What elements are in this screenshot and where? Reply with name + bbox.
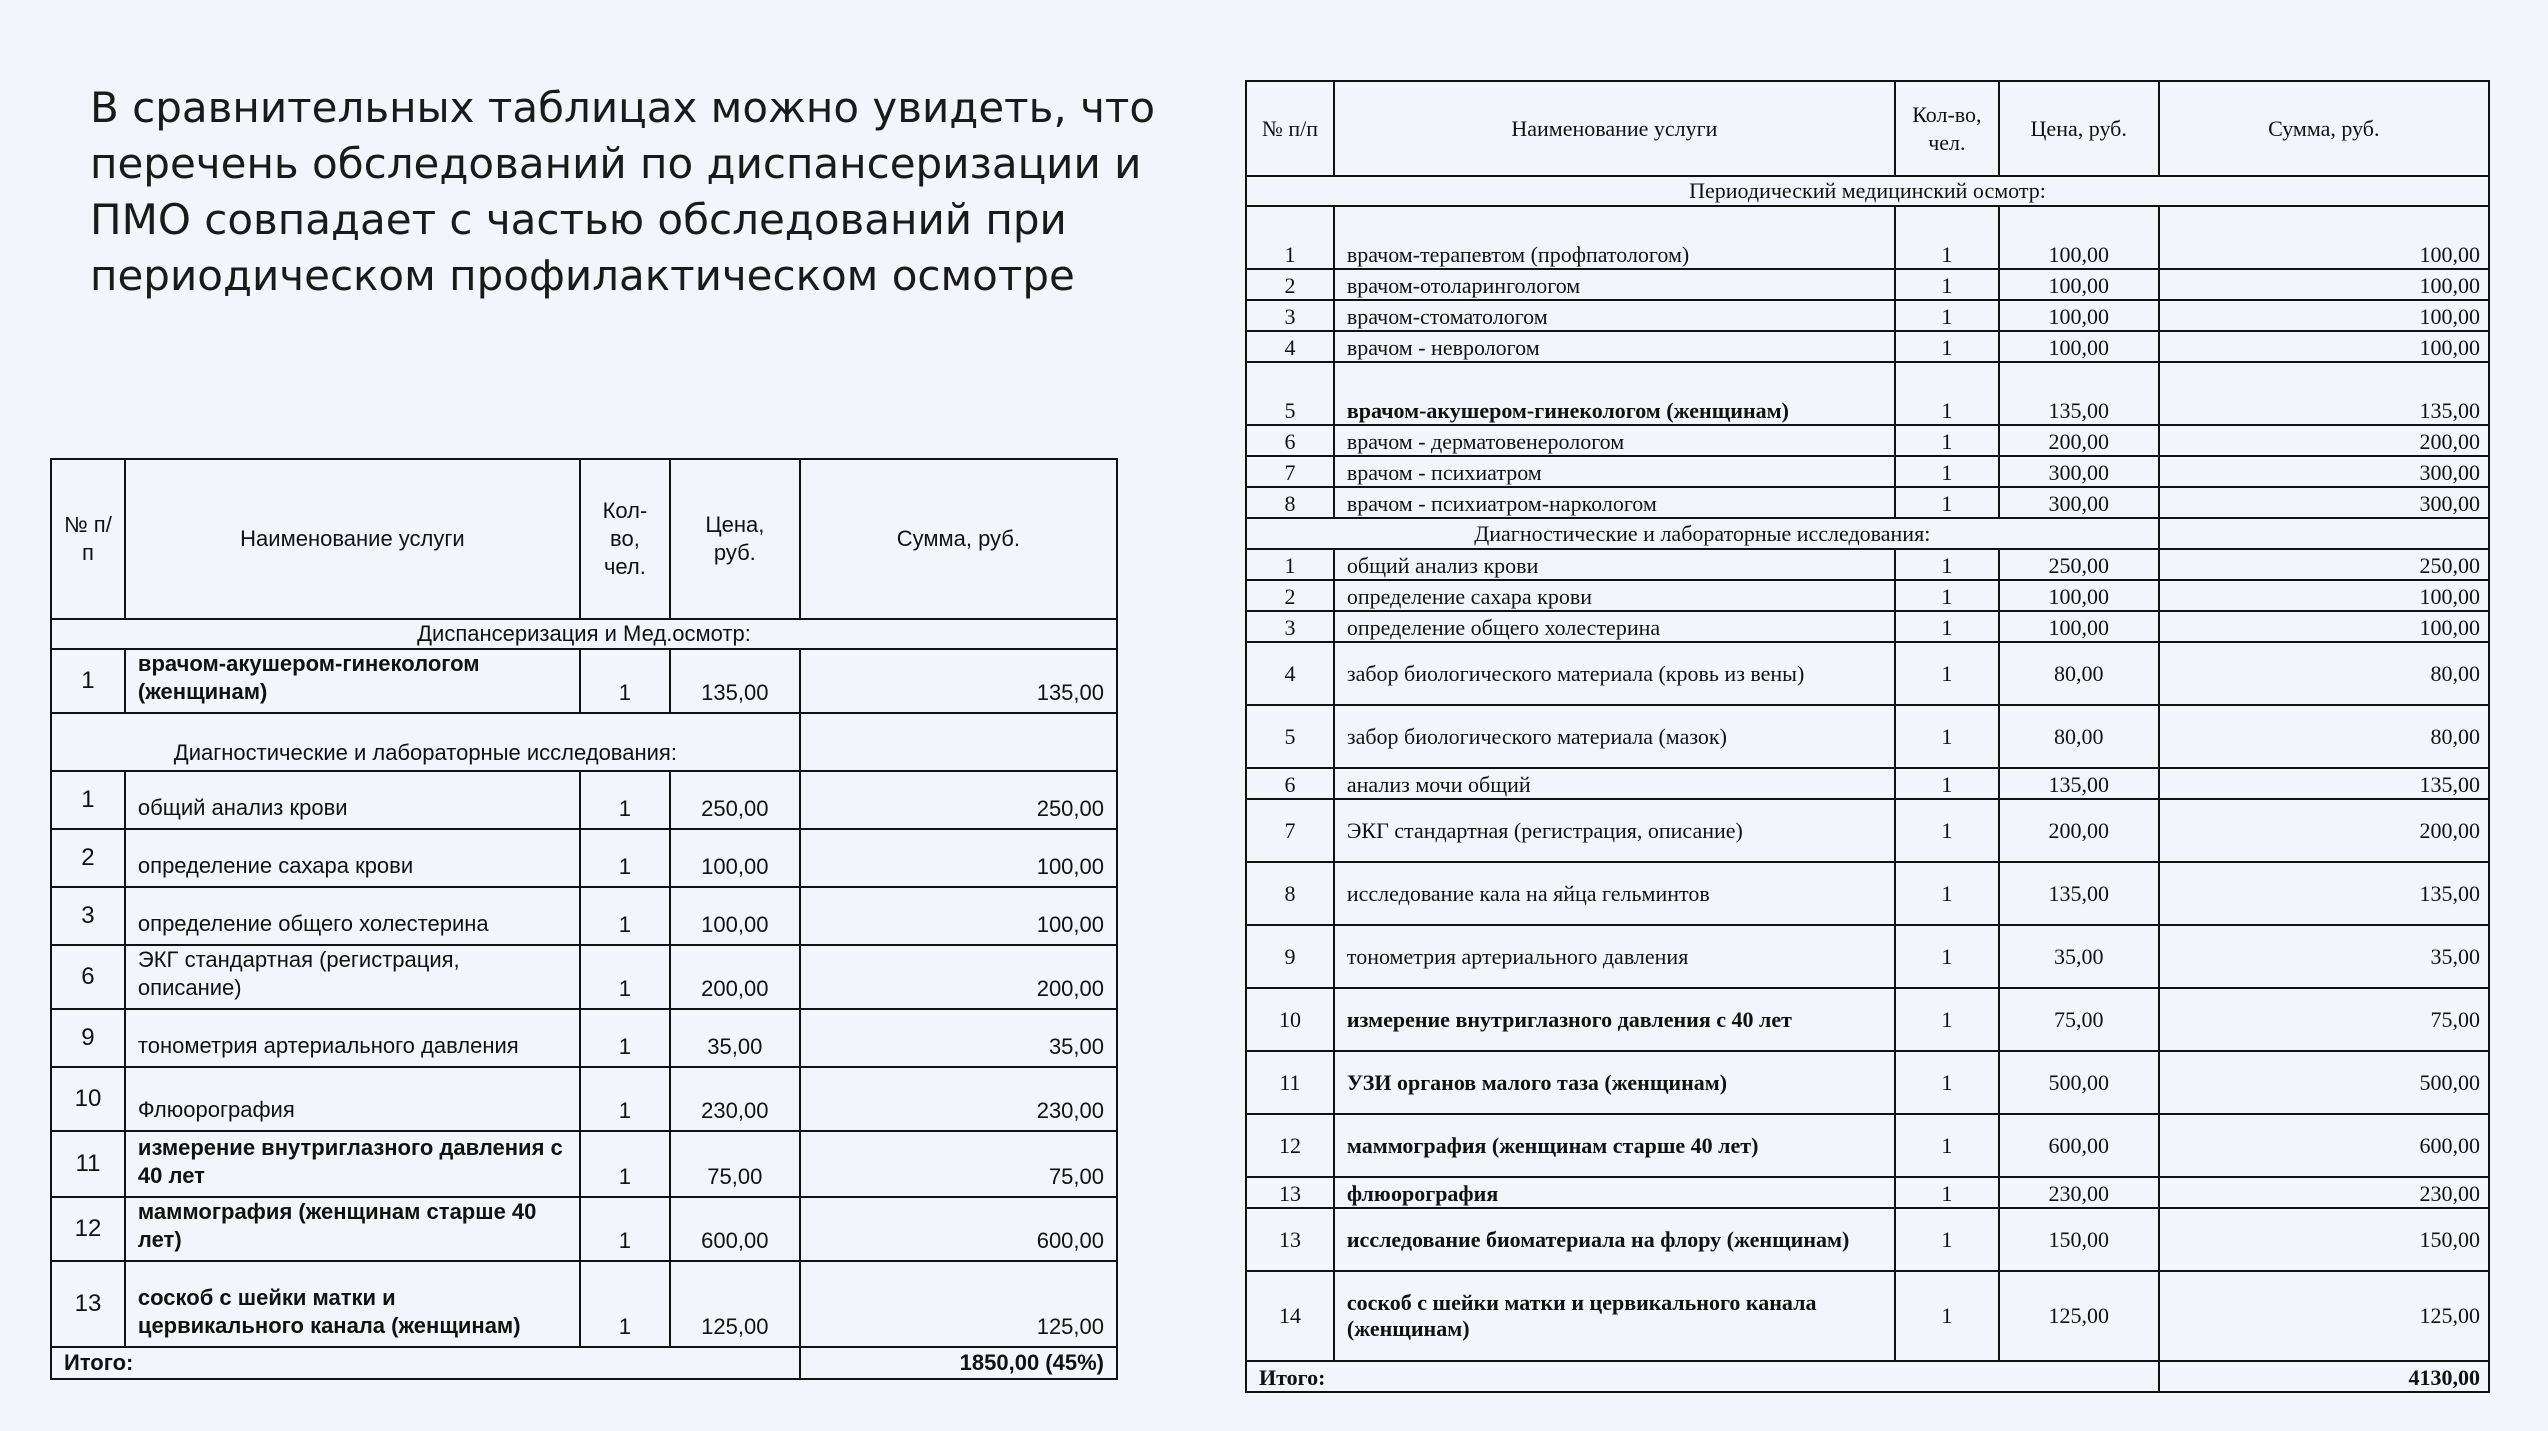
row-sum: 100,00 xyxy=(2159,580,2489,611)
table-row xyxy=(1246,269,2489,300)
right-services-table xyxy=(1245,80,2490,1393)
row-price: 100,00 xyxy=(670,887,800,945)
row-num: 13 xyxy=(51,1261,125,1347)
row-price: 300,00 xyxy=(1999,487,2159,518)
row-name: ЭКГ стандартная (регистрация, описание) xyxy=(1334,799,1895,862)
row-price: 230,00 xyxy=(1999,1177,2159,1208)
row-name: врачом - дерматовенерологом xyxy=(1334,425,1895,456)
table-row xyxy=(1246,988,2489,1051)
empty-cell xyxy=(800,713,1117,771)
row-price: 100,00 xyxy=(1999,580,2159,611)
header-num: № п/п xyxy=(51,459,125,619)
row-price: 200,00 xyxy=(670,945,800,1009)
row-price: 135,00 xyxy=(1999,362,2159,425)
row-qty: 1 xyxy=(1895,705,1999,768)
table-row xyxy=(1246,487,2489,518)
row-num: 2 xyxy=(1246,269,1334,300)
row-price: 600,00 xyxy=(670,1197,800,1261)
section-row xyxy=(1246,176,2489,206)
row-sum: 75,00 xyxy=(2159,988,2489,1051)
row-price: 500,00 xyxy=(1999,1051,2159,1114)
row-name: забор биологического материала (мазок) xyxy=(1334,705,1895,768)
row-price: 600,00 xyxy=(1999,1114,2159,1177)
table-row xyxy=(1246,862,2489,925)
row-price: 100,00 xyxy=(670,829,800,887)
row-name: измерение внутриглазного давления с 40 лет xyxy=(1334,988,1895,1051)
row-price: 135,00 xyxy=(670,649,800,713)
row-price: 80,00 xyxy=(1999,705,2159,768)
row-sum: 250,00 xyxy=(2159,549,2489,580)
row-price: 125,00 xyxy=(670,1261,800,1347)
row-num: 1 xyxy=(51,649,125,713)
row-qty: 1 xyxy=(1895,549,1999,580)
row-qty: 1 xyxy=(1895,1208,1999,1271)
row-num: 12 xyxy=(51,1197,125,1261)
row-sum: 135,00 xyxy=(800,649,1117,713)
row-num: 6 xyxy=(51,945,125,1009)
row-num: 13 xyxy=(1246,1208,1334,1271)
row-qty: 1 xyxy=(1895,206,1999,269)
header-name: Наименование услуги xyxy=(1334,81,1895,176)
row-sum: 135,00 xyxy=(2159,362,2489,425)
row-qty: 1 xyxy=(580,1009,670,1067)
section-title: Диагностические и лабораторные исследования: xyxy=(1246,518,2159,549)
header-name: Наименование услуги xyxy=(125,459,580,619)
row-qty: 1 xyxy=(1895,1114,1999,1177)
row-name: определение общего холестерина xyxy=(125,887,580,945)
row-name: врачом - неврологом xyxy=(1334,331,1895,362)
row-qty: 1 xyxy=(1895,988,1999,1051)
row-name: забор биологического материала (кровь из вены) xyxy=(1334,642,1895,705)
table-header-row xyxy=(1246,81,2489,176)
table-row xyxy=(1246,580,2489,611)
row-num: 2 xyxy=(51,829,125,887)
row-price: 300,00 xyxy=(1999,456,2159,487)
row-num: 6 xyxy=(1246,768,1334,799)
row-price: 100,00 xyxy=(1999,300,2159,331)
table-row xyxy=(1246,425,2489,456)
row-num: 9 xyxy=(51,1009,125,1067)
row-num: 8 xyxy=(1246,487,1334,518)
row-sum: 300,00 xyxy=(2159,487,2489,518)
row-qty: 1 xyxy=(1895,799,1999,862)
row-sum: 100,00 xyxy=(2159,331,2489,362)
row-name: тонометрия артериального давления xyxy=(1334,925,1895,988)
row-name: ЭКГ стандартная (регистрация, описание) xyxy=(125,945,580,1009)
row-price: 230,00 xyxy=(670,1067,800,1131)
row-price: 80,00 xyxy=(1999,642,2159,705)
row-qty: 1 xyxy=(1895,642,1999,705)
table-row xyxy=(1246,799,2489,862)
row-num: 12 xyxy=(1246,1114,1334,1177)
row-num: 6 xyxy=(1246,425,1334,456)
row-price: 100,00 xyxy=(1999,611,2159,642)
section-row xyxy=(51,713,1117,771)
row-sum: 200,00 xyxy=(2159,425,2489,456)
row-sum: 100,00 xyxy=(2159,300,2489,331)
row-qty: 1 xyxy=(1895,300,1999,331)
row-name: УЗИ органов малого таза (женщинам) xyxy=(1334,1051,1895,1114)
row-price: 250,00 xyxy=(670,771,800,829)
row-name: врачом - психиатром-наркологом xyxy=(1334,487,1895,518)
row-price: 75,00 xyxy=(1999,988,2159,1051)
row-qty: 1 xyxy=(580,887,670,945)
row-sum: 135,00 xyxy=(2159,862,2489,925)
table-row xyxy=(1246,1177,2489,1208)
row-price: 125,00 xyxy=(1999,1271,2159,1361)
row-sum: 600,00 xyxy=(2159,1114,2489,1177)
row-sum: 135,00 xyxy=(2159,768,2489,799)
row-name: исследование кала на яйца гельминтов xyxy=(1334,862,1895,925)
row-qty: 1 xyxy=(580,1131,670,1197)
row-price: 100,00 xyxy=(1999,331,2159,362)
row-sum: 230,00 xyxy=(800,1067,1117,1131)
row-sum: 100,00 xyxy=(2159,269,2489,300)
row-sum: 100,00 xyxy=(800,887,1117,945)
row-name: врачом-терапевтом (профпатологом) xyxy=(1334,206,1895,269)
table-row xyxy=(51,829,1117,887)
row-price: 35,00 xyxy=(670,1009,800,1067)
row-qty: 1 xyxy=(1895,1177,1999,1208)
row-qty: 1 xyxy=(580,1067,670,1131)
section-title: Периодический медицинский осмотр: xyxy=(1246,176,2489,206)
table-row xyxy=(1246,206,2489,269)
row-sum: 200,00 xyxy=(2159,799,2489,862)
total-value: 1850,00 (45%) xyxy=(800,1347,1117,1379)
row-sum: 35,00 xyxy=(800,1009,1117,1067)
row-qty: 1 xyxy=(1895,925,1999,988)
row-name: исследование биоматериала на флору (женщинам) xyxy=(1334,1208,1895,1271)
total-value: 4130,00 xyxy=(2159,1361,2489,1392)
row-num: 1 xyxy=(1246,549,1334,580)
row-qty: 1 xyxy=(580,771,670,829)
row-qty: 1 xyxy=(580,945,670,1009)
row-price: 35,00 xyxy=(1999,925,2159,988)
header-price: Цена, руб. xyxy=(1999,81,2159,176)
row-name: тонометрия артериального давления xyxy=(125,1009,580,1067)
row-name: врачом-отоларингологом xyxy=(1334,269,1895,300)
table-row xyxy=(1246,925,2489,988)
total-label: Итого: xyxy=(1246,1361,2159,1392)
row-qty: 1 xyxy=(1895,362,1999,425)
intro-text: В сравнительных таблицах можно увидеть, что перечень обследований по диспансеризации и ПМО совпадает с частью обследований при периодическом профилактическом осмотре xyxy=(90,83,1156,300)
row-price: 200,00 xyxy=(1999,799,2159,862)
row-num: 13 xyxy=(1246,1177,1334,1208)
header-price: Цена, руб. xyxy=(670,459,800,619)
row-qty: 1 xyxy=(1895,611,1999,642)
row-name: определение сахара крови xyxy=(125,829,580,887)
table-row xyxy=(1246,1051,2489,1114)
section-title: Диагностические и лабораторные исследования: xyxy=(51,713,800,771)
table-row xyxy=(1246,362,2489,425)
total-row xyxy=(1246,1361,2489,1392)
row-name: Флюорография xyxy=(125,1067,580,1131)
row-qty: 1 xyxy=(1895,425,1999,456)
row-sum: 80,00 xyxy=(2159,642,2489,705)
section-row xyxy=(51,619,1117,649)
row-num: 9 xyxy=(1246,925,1334,988)
row-name: флюорография xyxy=(1334,1177,1895,1208)
row-num: 2 xyxy=(1246,580,1334,611)
table-row xyxy=(1246,300,2489,331)
section-title: Диспансеризация и Мед.осмотр: xyxy=(51,619,1117,649)
row-name: общий анализ крови xyxy=(1334,549,1895,580)
row-qty: 1 xyxy=(580,1197,670,1261)
table-row xyxy=(1246,1271,2489,1361)
row-sum: 600,00 xyxy=(800,1197,1117,1261)
table-header-row xyxy=(51,459,1117,619)
row-name: соскоб с шейки матки и цервикального канала (женщинам) xyxy=(1334,1271,1895,1361)
row-name: соскоб с шейки матки и цервикального канала (женщинам) xyxy=(125,1261,580,1347)
row-qty: 1 xyxy=(1895,768,1999,799)
row-num: 8 xyxy=(1246,862,1334,925)
empty-cell xyxy=(2159,518,2489,549)
row-price: 100,00 xyxy=(1999,206,2159,269)
row-sum: 100,00 xyxy=(2159,611,2489,642)
row-num: 5 xyxy=(1246,705,1334,768)
row-num: 7 xyxy=(1246,799,1334,862)
row-price: 200,00 xyxy=(1999,425,2159,456)
row-sum: 230,00 xyxy=(2159,1177,2489,1208)
table-row xyxy=(1246,331,2489,362)
row-name: маммография (женщинам старше 40 лет) xyxy=(1334,1114,1895,1177)
left-services-table xyxy=(50,458,1118,1380)
row-num: 5 xyxy=(1246,362,1334,425)
row-qty: 1 xyxy=(1895,487,1999,518)
row-name: врачом-стоматологом xyxy=(1334,300,1895,331)
row-sum: 250,00 xyxy=(800,771,1117,829)
row-sum: 125,00 xyxy=(2159,1271,2489,1361)
row-num: 10 xyxy=(51,1067,125,1131)
row-name: врачом-акушером-гинекологом (женщинам) xyxy=(1334,362,1895,425)
row-qty: 1 xyxy=(1895,1271,1999,1361)
row-name: маммография (женщинам старше 40 лет) xyxy=(125,1197,580,1261)
row-num: 11 xyxy=(51,1131,125,1197)
table-row xyxy=(1246,1114,2489,1177)
table-row xyxy=(51,1197,1117,1261)
table-row xyxy=(1246,611,2489,642)
row-num: 10 xyxy=(1246,988,1334,1051)
row-name: общий анализ крови xyxy=(125,771,580,829)
row-qty: 1 xyxy=(580,829,670,887)
header-sum: Сумма, руб. xyxy=(800,459,1117,619)
row-price: 250,00 xyxy=(1999,549,2159,580)
row-num: 3 xyxy=(1246,300,1334,331)
table-row xyxy=(51,771,1117,829)
row-num: 1 xyxy=(1246,206,1334,269)
row-qty: 1 xyxy=(1895,862,1999,925)
header-qty: Кол-во, чел. xyxy=(1895,81,1999,176)
row-num: 11 xyxy=(1246,1051,1334,1114)
table-row xyxy=(1246,768,2489,799)
row-sum: 125,00 xyxy=(800,1261,1117,1347)
row-name: определение общего холестерина xyxy=(1334,611,1895,642)
row-sum: 80,00 xyxy=(2159,705,2489,768)
row-price: 150,00 xyxy=(1999,1208,2159,1271)
row-qty: 1 xyxy=(1895,456,1999,487)
header-num: № п/п xyxy=(1246,81,1334,176)
row-qty: 1 xyxy=(580,649,670,713)
table-row xyxy=(1246,456,2489,487)
row-num: 3 xyxy=(1246,611,1334,642)
table-row xyxy=(1246,642,2489,705)
row-num: 4 xyxy=(1246,331,1334,362)
row-price: 135,00 xyxy=(1999,862,2159,925)
row-num: 7 xyxy=(1246,456,1334,487)
row-sum: 35,00 xyxy=(2159,925,2489,988)
row-price: 135,00 xyxy=(1999,768,2159,799)
table-row xyxy=(51,1131,1117,1197)
row-num: 3 xyxy=(51,887,125,945)
row-name: врачом-акушером-гинекологом (женщинам) xyxy=(125,649,580,713)
row-name: анализ мочи общий xyxy=(1334,768,1895,799)
table-row xyxy=(51,1261,1117,1347)
row-sum: 300,00 xyxy=(2159,456,2489,487)
row-name: измерение внутриглазного давления с 40 лет xyxy=(125,1131,580,1197)
table-row xyxy=(51,1067,1117,1131)
table-row xyxy=(1246,549,2489,580)
table-row xyxy=(51,945,1117,1009)
row-sum: 100,00 xyxy=(2159,206,2489,269)
table-row xyxy=(1246,1208,2489,1271)
row-qty: 1 xyxy=(580,1261,670,1347)
row-qty: 1 xyxy=(1895,1051,1999,1114)
section-row xyxy=(1246,518,2489,549)
table-row xyxy=(1246,705,2489,768)
row-num: 4 xyxy=(1246,642,1334,705)
row-price: 75,00 xyxy=(670,1131,800,1197)
row-sum: 500,00 xyxy=(2159,1051,2489,1114)
row-price: 100,00 xyxy=(1999,269,2159,300)
row-name: врачом - психиатром xyxy=(1334,456,1895,487)
row-qty: 1 xyxy=(1895,331,1999,362)
total-label: Итого: xyxy=(51,1347,800,1379)
row-sum: 150,00 xyxy=(2159,1208,2489,1271)
row-qty: 1 xyxy=(1895,580,1999,611)
row-num: 1 xyxy=(51,771,125,829)
header-qty: Кол-во, чел. xyxy=(580,459,670,619)
header-sum: Сумма, руб. xyxy=(2159,81,2489,176)
row-name: определение сахара крови xyxy=(1334,580,1895,611)
row-sum: 200,00 xyxy=(800,945,1117,1009)
row-sum: 75,00 xyxy=(800,1131,1117,1197)
row-qty: 1 xyxy=(1895,269,1999,300)
row-num: 14 xyxy=(1246,1271,1334,1361)
table-row xyxy=(51,887,1117,945)
total-row xyxy=(51,1347,1117,1379)
table-row xyxy=(51,1009,1117,1067)
row-sum: 100,00 xyxy=(800,829,1117,887)
table-row xyxy=(51,649,1117,713)
